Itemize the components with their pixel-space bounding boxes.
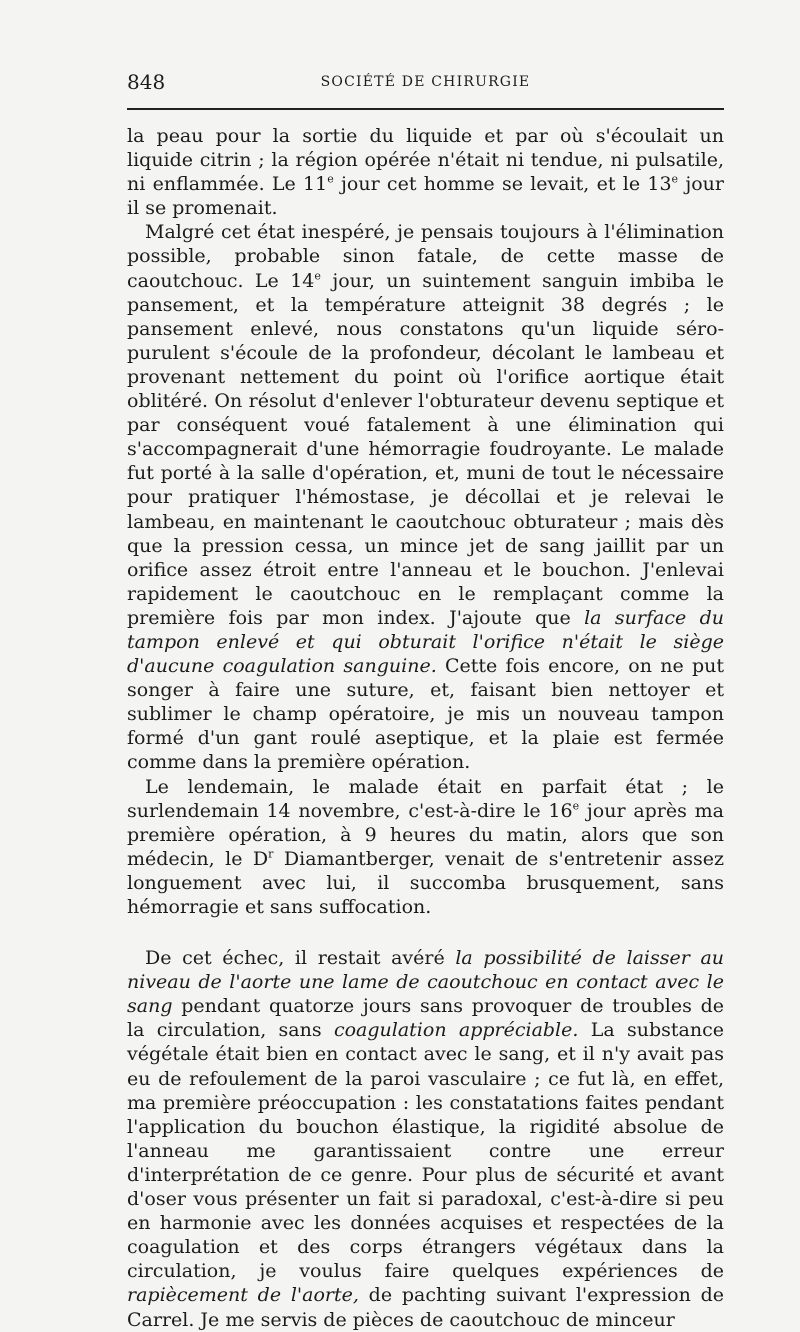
running-title: SOCIÉTÉ DE CHIRURGIE	[320, 74, 531, 90]
paragraph	[127, 946, 724, 1332]
page-number: 848	[127, 70, 166, 94]
paragraph	[127, 775, 724, 920]
text-run: Le lendemain, le malade était en parfait état ; le surlendemain 14 novembre, c'est-à-dire le 16	[127, 775, 724, 822]
text-run: jour, un suintement sanguin imbiba le pansement, et la température atteignit 38 degrés ; le pansement enlevé, nous constatons qu'un liquide séro-purulent s'écoule de la profondeur, décolant le lambeau et provenant nettement du point où l'orifice aortique était oblitéré. On résolut d'enlever l'obturateur devenu septique et par conséquent voué fatalement à une élimination qui s'accompagnerait d'une hémorragie foudroyante. Le malade fut porté à la salle d'opération, et, muni de tout le nécessaire pour pratiquer l'hémostase, je décollai et je relevai le lambeau, en maintenant le caoutchouc obturateur ; mais dès que la pression cessa, un mince jet de sang jaillit par un orifice assez étroit entre l'anneau et le bouchon. J'enlevai rapidement le caoutchouc en le remplaçant comme la première fois par mon index. J'ajoute que	[127, 269, 725, 629]
text-run: jour il se promenait.	[127, 173, 724, 220]
italic-text: rapiècement de l'aorte,	[127, 1284, 359, 1307]
superscript: e	[327, 172, 334, 186]
text-run: Malgré cet état inespéré, je pensais toujours à l'élimination possible, probable sinon fatale, de cette masse de caoutchouc. Le 14	[127, 221, 724, 292]
paragraph	[127, 220, 724, 774]
italic-text: la possibilité de laisser au niveau de l'aorte une lame de caoutchouc en contact avec le sang	[127, 947, 725, 1018]
text-run: la peau pour la sortie du liquide et par où s'écoulait un liquide citrin ; la région opérée n'était ni tendue, ni pulsatile, ni enflammée. Le 11	[127, 125, 724, 196]
text-run: La substance végétale était bien en contact avec le sang, et il n'y avait pas eu de refoulement de la paroi vasculaire ; ce fut là, en effet, ma première préoccupation : les constatations faites pendant l'application du bouchon élastique, la rigidité absolue de l'anneau me garantissaient contre une erreur d'interprétation de ce genre. Pour plus de sécurité et avant d'oser vous présenter un fait si paradoxal, c'est-à-dire si peu en harmonie avec les données acquises et respectées de la coagulation et des corps étrangers végétaux dans la circulation, je voulus faire quelques expériences de	[127, 1019, 724, 1283]
paragraph	[127, 124, 724, 220]
italic-text: la surface du tampon enlevé et qui obturait l'orifice n'était le siège d'aucune coagulation sanguine.	[127, 606, 724, 678]
superscript: r	[268, 847, 274, 861]
superscript: e	[671, 172, 679, 186]
text-run: jour après ma première opération, à 9 heures du matin, alors que son médecin, le D	[127, 799, 724, 870]
text-run: pendant quatorze jours sans provoquer de troubles de la circulation, sans	[127, 995, 724, 1042]
text-run: Cette fois encore, on ne put songer à faire une suture, et, faisant bien nettoyer et sublimer le champ opératoire, je mis un nouveau tampon formé d'un gant roulé aseptique, et la plaie est fermée comme dans la première opération.	[127, 655, 724, 774]
page-header	[127, 70, 724, 100]
header-rule	[127, 108, 724, 110]
text-run: jour cet homme se levait, et le 13	[333, 173, 672, 196]
text-run: Diamantberger, venait de s'entretenir assez longuement avec lui, il succomba brusquement, sans hémorragie et sans suffocation.	[127, 847, 725, 918]
superscript: e	[572, 799, 580, 813]
body-text	[127, 124, 724, 1332]
text-run: De cet échec, il restait avéré	[145, 947, 456, 970]
superscript: e	[314, 269, 321, 283]
text-run: de pachting suivant l'expression de Carrel. Je me servis de pièces de caoutchouc de minceur	[127, 1284, 724, 1331]
italic-text: coagulation appréciable.	[333, 1019, 579, 1042]
